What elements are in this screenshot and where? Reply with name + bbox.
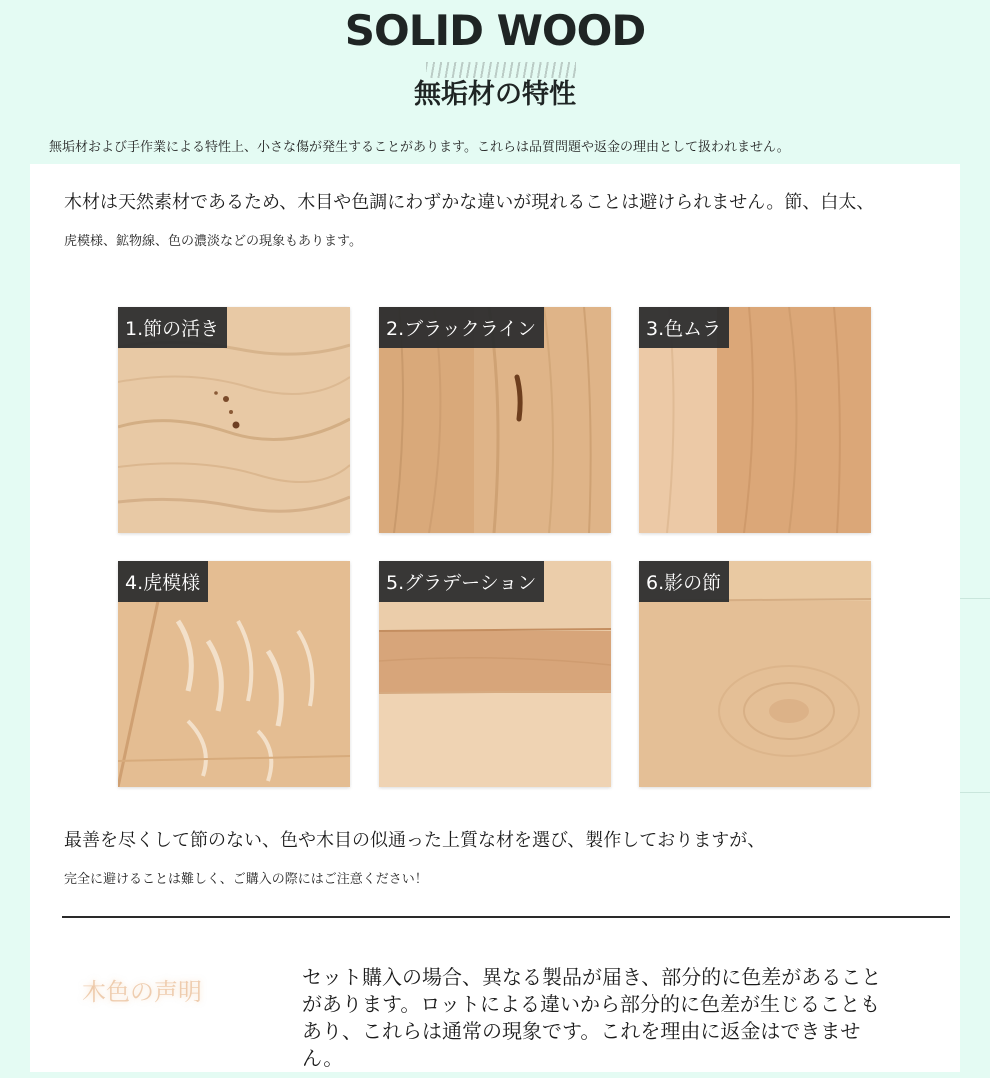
sample-label: 5.グラデーション bbox=[379, 561, 544, 602]
content-panel bbox=[30, 164, 960, 1072]
edge-divider bbox=[960, 598, 990, 599]
section-divider bbox=[62, 916, 950, 918]
sample-label: 6.影の節 bbox=[639, 561, 729, 602]
sample-label: 2.ブラックライン bbox=[379, 307, 544, 348]
wood-sample-gradation bbox=[379, 561, 611, 787]
wood-sample-color-variation bbox=[639, 307, 871, 533]
closing-line-2: 完全に避けることは難しく、ご購入の際にはご注意ください！ bbox=[64, 872, 428, 887]
color-statement-stamp: 木色の声明 bbox=[82, 978, 202, 1006]
edge-divider bbox=[960, 792, 990, 793]
wood-sample-black-line bbox=[379, 307, 611, 533]
wood-sample-tiger-pattern bbox=[118, 561, 350, 787]
subtitle-heading bbox=[408, 62, 582, 111]
color-statement-text: セット購入の場合、異なる製品が届き、部分的に色差があることがあります。ロットによる違いから部分的に色差が生じることもあり、これらは通常の現象です。これを理由に返金はできません。 bbox=[302, 965, 882, 1070]
closing-line-1: 最善を尽くして節のない、色や木目の似通った上質な材を選び、製作しておりますが、 bbox=[64, 830, 766, 851]
page-title: SOLID WOOD bbox=[344, 6, 646, 55]
intro-sub: 虎模様、鉱物線、色の濃淡などの現象もあります。 bbox=[64, 234, 362, 249]
subtitle-wrap bbox=[0, 62, 990, 111]
sample-label: 4.虎模様 bbox=[118, 561, 208, 602]
wood-sample-knot bbox=[118, 307, 350, 533]
sample-label: 1.節の活き bbox=[118, 307, 227, 348]
subtitle-text: 無垢材の特性 bbox=[414, 79, 576, 110]
scribble-decoration bbox=[426, 62, 576, 78]
quality-notice: 無垢材および手作業による特性上、小さな傷が発生することがあります。これらは品質問題や返金の理由として扱われません。 bbox=[49, 140, 790, 155]
sample-label: 3.色ムラ bbox=[639, 307, 729, 348]
wood-sample-shadow-knot bbox=[639, 561, 871, 787]
intro-lead: 木材は天然素材であるため、木目や色調にわずかな違いが現れることは避けられません。節、白太、 bbox=[64, 192, 875, 213]
